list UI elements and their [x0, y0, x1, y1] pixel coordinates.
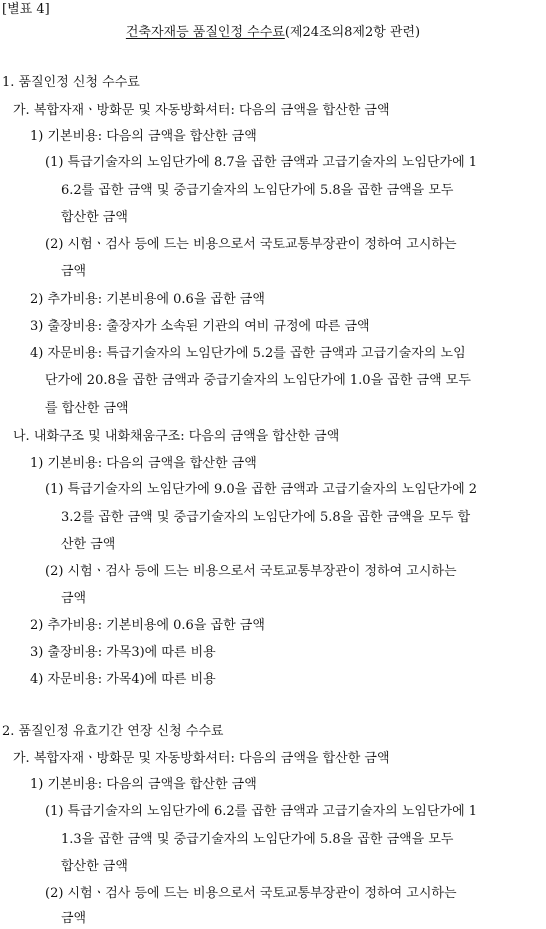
s1-na-item1-sub1-line1: (1) 특급기술자의 노임단가에 9.0을 곱한 금액과 고급기술자의 노임단가에 2	[45, 482, 478, 497]
s1-na-item1-sub2-line1: (2) 시험ㆍ검사 등에 드는 비용으로서 국토교통부장관이 정하여 고시하는	[45, 564, 457, 579]
s2-ga-item1-sub1-line2: 1.3을 곱한 금액 및 중급기술자의 노임단가에 5.8을 곱한 금액을 모두	[61, 832, 454, 847]
annex-label: [별표 4]	[2, 2, 50, 17]
s1-ga-item3: 3) 출장비용: 출장자가 소속된 기관의 여비 규정에 따른 금액	[30, 319, 370, 334]
section-2-heading: 2. 품질인정 유효기간 연장 신청 수수료	[2, 724, 224, 739]
s2-ga-item1-sub2-line2: 금액	[61, 911, 87, 926]
title-main: 건축자재등 품질인정 수수료	[125, 25, 285, 40]
s1-ga-item4-line3: 를 합산한 금액	[45, 401, 129, 416]
s1-ga-item1-heading: 1) 기본비용: 다음의 금액을 합산한 금액	[30, 129, 257, 144]
s1-ga-heading: 가. 복합자재ㆍ방화문 및 자동방화셔터: 다음의 금액을 합산한 금액	[13, 103, 390, 118]
s1-ga-item1-sub1-line2: 6.2를 곱한 금액 및 중급기술자의 노임단가에 5.8을 곱한 금액을 모두	[61, 183, 454, 198]
s2-ga-item1-sub1-line1: (1) 특급기술자의 노임단가에 6.2를 곱한 금액과 고급기술자의 노임단가에 1	[45, 804, 478, 819]
s1-ga-item2: 2) 추가비용: 기본비용에 0.6을 곱한 금액	[30, 292, 265, 307]
s1-na-item4: 4) 자문비용: 가목4)에 따른 비용	[30, 672, 216, 687]
s1-ga-item4-line2: 단가에 20.8을 곱한 금액과 중급기술자의 노임단가에 1.0을 곱한 금액 모두	[45, 373, 471, 388]
document-title	[0, 25, 546, 41]
s1-ga-item1-sub2-line2: 금액	[61, 264, 87, 279]
s1-ga-item1-sub1-line1: (1) 특급기술자의 노임단가에 8.7을 곱한 금액과 고급기술자의 노임단가에 1	[45, 155, 478, 170]
section-1-heading: 1. 품질인정 신청 수수료	[2, 75, 140, 90]
s2-ga-item1-heading: 1) 기본비용: 다음의 금액을 합산한 금액	[30, 777, 257, 792]
s2-ga-heading: 가. 복합자재ㆍ방화문 및 자동방화셔터: 다음의 금액을 합산한 금액	[13, 751, 390, 766]
s2-ga-item1-sub1-line3: 합산한 금액	[61, 859, 128, 874]
s1-na-item1-sub2-line2: 금액	[61, 591, 87, 606]
s1-ga-item1-sub2-line1: (2) 시험ㆍ검사 등에 드는 비용으로서 국토교통부장관이 정하여 고시하는	[45, 237, 457, 252]
s1-na-item1-heading: 1) 기본비용: 다음의 금액을 합산한 금액	[30, 456, 257, 471]
s2-ga-item1-sub2-line1: (2) 시험ㆍ검사 등에 드는 비용으로서 국토교통부장관이 정하여 고시하는	[45, 886, 457, 901]
s1-ga-item1-sub1-line3: 합산한 금액	[61, 210, 128, 225]
s1-na-item2: 2) 추가비용: 기본비용에 0.6을 곱한 금액	[30, 618, 265, 633]
s1-ga-item4-line1: 4) 자문비용: 특급기술자의 노임단가에 5.2를 곱한 금액과 고급기술자의 노임	[30, 346, 466, 361]
s1-na-item1-sub1-line3: 산한 금액	[61, 537, 116, 552]
s1-na-item3: 3) 출장비용: 가목3)에 따른 비용	[30, 645, 216, 660]
s1-na-heading: 나. 내화구조 및 내화채움구조: 다음의 금액을 합산한 금액	[13, 429, 340, 444]
title-reference: (제24조의8제2항 관련)	[284, 25, 421, 40]
s1-na-item1-sub1-line2: 3.2를 곱한 금액 및 중급기술자의 노임단가에 5.8을 곱한 금액을 모두 합	[61, 510, 471, 525]
